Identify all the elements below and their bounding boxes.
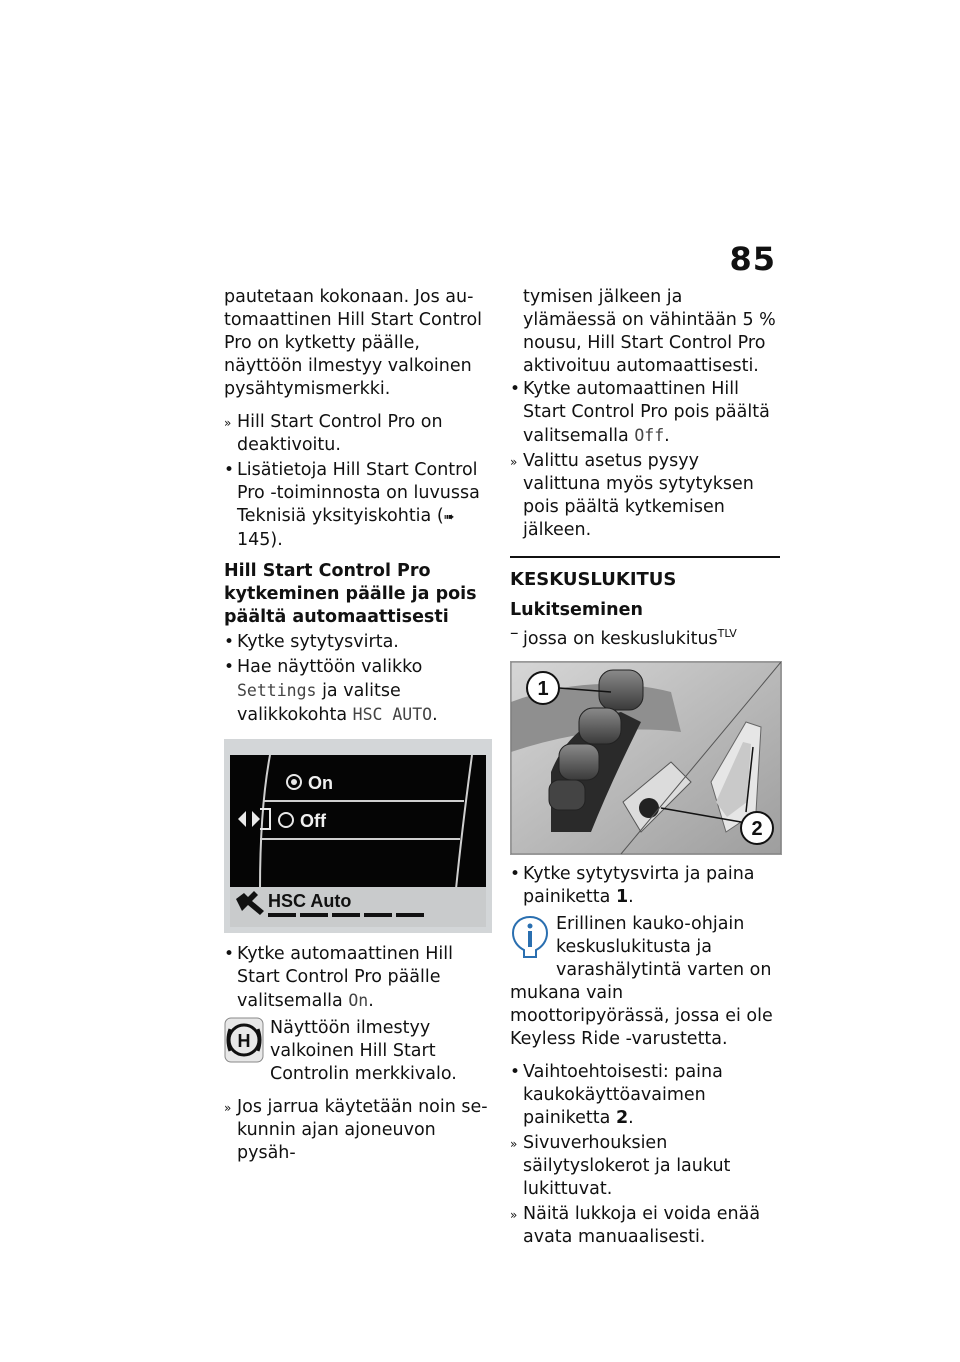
bullet-icon: • [510, 1061, 521, 1082]
step-text: Kytke automaattinen Hill Start Control Pro pois päältä valitsemalla [523, 379, 770, 446]
equipment-code: TLV [717, 627, 737, 640]
step-text: Kytke automaattinen Hill Start Control Pro päälle valitsemalla [237, 944, 453, 1011]
condition-text: jossa on keskuslukitus [523, 628, 718, 649]
result-item [510, 1132, 780, 1201]
intro-paragraph: pautetaan kokonaan. Jos automaattinen Hill Start Control Pro on kytketty päälle, näyttöön ilmestyy valkoinen pysähtymismerkki. [224, 287, 483, 399]
result-text: Sivuverhouksien säilytyslokerot ja laukut lukittuvat. [523, 1132, 731, 1199]
callout-1: 1 [537, 677, 549, 700]
menu-name: Settings [237, 681, 317, 700]
continued-text: tymisen jälkeen ja ylämäessä on vähintään 5 % nousu, Hill Start Control Pro aktivoituu automaattisesti. [523, 287, 776, 376]
bullet-icon: • [510, 863, 521, 884]
info-note [510, 913, 780, 1051]
step-text: ja valitse valikkokohta [237, 681, 401, 725]
result-item [224, 1096, 492, 1165]
photo-svg [511, 662, 781, 854]
dash-icon: – [510, 623, 519, 643]
display-option-on: On [308, 773, 333, 793]
note-text: Näyttöön ilmestyy valkoinen Hill Start Controlin merkkivalo. [270, 1018, 457, 1084]
result-text: Jos jarrua käytetään noin sekunnin ajan ajoneuvon pysäh- [237, 1097, 488, 1163]
step-text: Kytke sytytysvirta ja paina painiketta [523, 863, 755, 907]
step-text: Vaihtoehtoisesti: paina kaukokäyttöavaimen painiketta [523, 1061, 723, 1128]
step-text: Hae näyttöön valikko [237, 657, 423, 677]
callout-2: 2 [751, 817, 763, 840]
step-item: • Kytke automaattinen Hill Start Control Pro pois päältä valitsemalla Off. [510, 379, 770, 446]
button-number: 2 [615, 1107, 629, 1128]
step-item: • Kytke automaattinen Hill Start Control Pro päälle valitsemalla On. [224, 944, 453, 1011]
section-divider [510, 556, 780, 558]
step-item: • Hae näyttöön valikko Settings ja valitse valikkokohta HSC AUTO. [224, 657, 438, 725]
result-item [510, 1203, 780, 1249]
page-number: 85 [729, 240, 776, 278]
note-text: Erillinen kauko-ohjain keskuslukitusta ja varashälytintä varten on mukana vain moottoripyörässä, jossa ei ole Keyless Ride -varustetta. [510, 913, 773, 1049]
step-item [224, 631, 492, 654]
option-value: On [348, 991, 369, 1010]
section-title: KESKUSLUKITUS [510, 569, 677, 590]
left-column [224, 286, 492, 1167]
display-svg [224, 739, 492, 933]
result-arrow-icon: » [224, 416, 232, 430]
bullet-icon: • [224, 657, 235, 677]
indicator-note [224, 1017, 492, 1086]
hill-start-indicator-icon [224, 1017, 264, 1063]
step-text: Kytke sytytysvirta. [237, 632, 399, 652]
key-button-2-icon [639, 798, 659, 818]
condition-item [510, 622, 780, 651]
bullet-item: • Lisätietoja Hill Start Control Pro -toiminnosta on luvussa Teknisiä yksityiskohtia (➠ 145). [224, 460, 480, 550]
page-reference: 145 [237, 530, 271, 550]
result-arrow-icon: » [510, 455, 518, 469]
step-item: • Kytke sytytysvirta ja paina painiketta 1. [510, 863, 755, 907]
page-reference-arrow-icon: ➠ [443, 510, 455, 525]
remote-control-photo [510, 661, 782, 855]
result-item [224, 411, 492, 457]
display-screenshot [224, 739, 492, 933]
button-number: 1 [615, 886, 629, 907]
result-arrow-icon: » [224, 1101, 232, 1115]
bullet-icon: • [224, 944, 235, 964]
option-value: Off [634, 426, 665, 445]
display-footer-label: HSC Auto [268, 891, 352, 911]
bullet-icon: • [510, 379, 521, 399]
result-arrow-icon: » [510, 1136, 518, 1151]
result-arrow-icon: » [510, 1207, 518, 1222]
bullet-icon: • [224, 632, 235, 652]
menu-item-name: HSC AUTO [352, 705, 433, 724]
section-heading: Hill Start Control Pro kytkeminen päälle ja pois päältä automaattisesti [224, 561, 477, 627]
bullet-text: Lisätietoja Hill Start Control Pro -toiminnosta on luvussa Teknisiä yksityiskohtia [237, 460, 480, 526]
bullet-icon: • [224, 460, 235, 480]
svg-text:H: H [237, 1031, 251, 1051]
result-text: Valittu asetus pysyy valittuna myös sytytyksen pois päältä kytkemisen jälkeen. [523, 451, 754, 540]
right-column [510, 286, 780, 1251]
info-icon [510, 913, 550, 959]
result-text: Näitä lukkoja ei voida enää avata manuaalisesti. [523, 1203, 761, 1247]
display-option-off: Off [300, 811, 326, 831]
result-text: Hill Start Control Pro on deaktivoitu. [237, 412, 443, 455]
step-item: • Vaihtoehtoisesti: paina kaukokäyttöavaimen painiketta 2. [510, 1061, 723, 1128]
result-item [510, 450, 780, 542]
subsection-heading: Lukitseminen [510, 600, 643, 620]
